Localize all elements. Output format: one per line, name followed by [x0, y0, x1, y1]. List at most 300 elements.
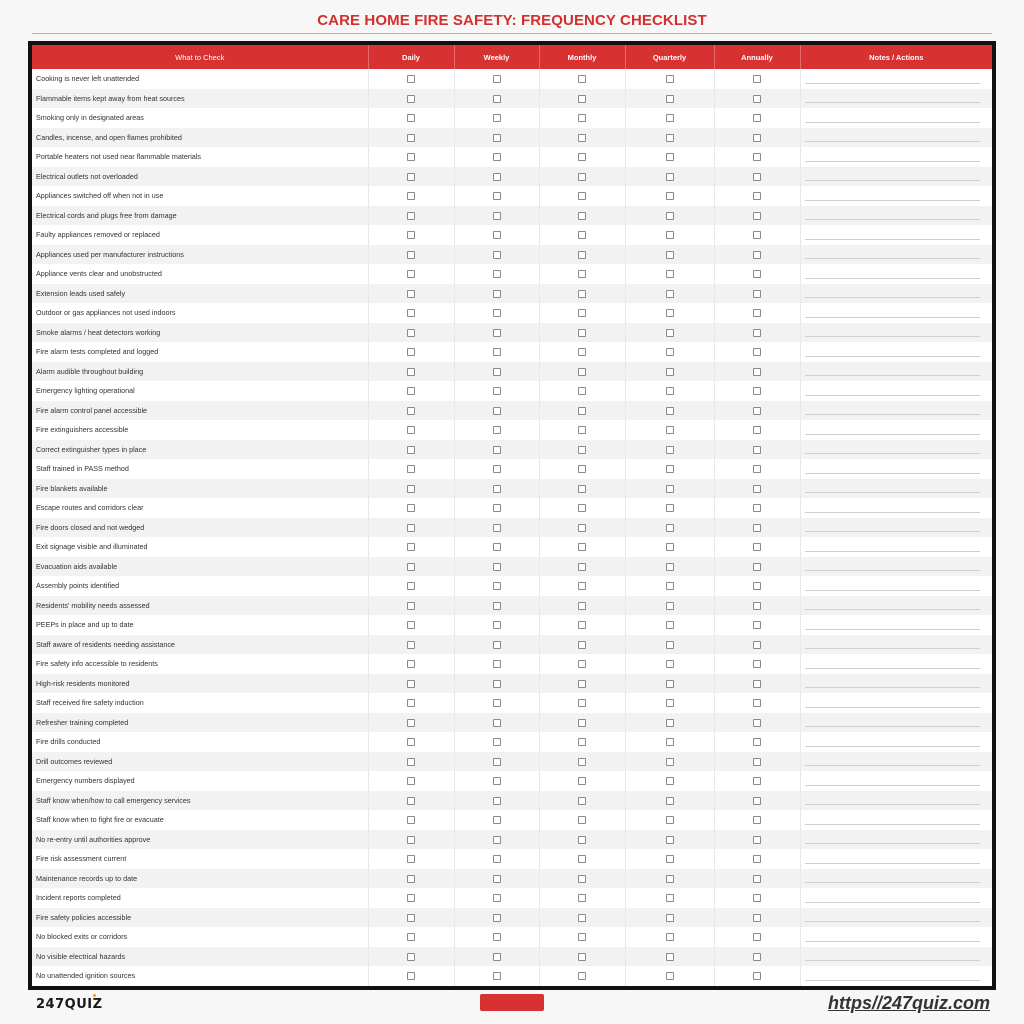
checkbox-annually[interactable] [753, 465, 761, 473]
checkbox-weekly[interactable] [493, 894, 501, 902]
checkbox-daily[interactable] [407, 309, 415, 317]
footer-url-link[interactable]: https//247quiz.com [827, 993, 990, 1013]
notes-cell[interactable] [800, 596, 992, 616]
notes-cell[interactable] [800, 206, 992, 226]
checkbox-quarterly[interactable] [666, 816, 674, 824]
checkbox-monthly[interactable] [578, 231, 586, 239]
checkbox-quarterly[interactable] [666, 563, 674, 571]
checkbox-quarterly[interactable] [666, 407, 674, 415]
checkbox-monthly[interactable] [578, 270, 586, 278]
checkbox-quarterly[interactable] [666, 212, 674, 220]
checkbox-quarterly[interactable] [666, 602, 674, 610]
checkbox-weekly[interactable] [493, 95, 501, 103]
checkbox-monthly[interactable] [578, 953, 586, 961]
cell-daily [368, 128, 454, 148]
checkbox-weekly[interactable] [493, 465, 501, 473]
cell-weekly [454, 576, 539, 596]
notes-cell[interactable] [800, 284, 992, 304]
checkbox-quarterly[interactable] [666, 231, 674, 239]
checkbox-weekly[interactable] [493, 602, 501, 610]
notes-cell[interactable] [800, 810, 992, 830]
checkbox-annually[interactable] [753, 972, 761, 980]
checkbox-monthly[interactable] [578, 465, 586, 473]
checkbox-quarterly[interactable] [666, 192, 674, 200]
notes-cell[interactable] [800, 713, 992, 733]
checkbox-weekly[interactable] [493, 446, 501, 454]
checkbox-monthly[interactable] [578, 621, 586, 629]
checkbox-annually[interactable] [753, 836, 761, 844]
checkbox-annually[interactable] [753, 738, 761, 746]
notes-cell[interactable] [800, 440, 992, 460]
checkbox-weekly[interactable] [493, 855, 501, 863]
notes-cell[interactable] [800, 635, 992, 655]
checkbox-monthly[interactable] [578, 153, 586, 161]
notes-cell[interactable] [800, 771, 992, 791]
notes-cell[interactable] [800, 401, 992, 421]
checkbox-quarterly[interactable] [666, 387, 674, 395]
checkbox-daily[interactable] [407, 465, 415, 473]
checkbox-quarterly[interactable] [666, 251, 674, 259]
checkbox-weekly[interactable] [493, 660, 501, 668]
checkbox-weekly[interactable] [493, 192, 501, 200]
checkbox-daily[interactable] [407, 329, 415, 337]
notes-cell[interactable] [800, 498, 992, 518]
notes-cell[interactable] [800, 732, 992, 752]
checkbox-quarterly[interactable] [666, 582, 674, 590]
checkbox-quarterly[interactable] [666, 914, 674, 922]
checkbox-annually[interactable] [753, 816, 761, 824]
checkbox-weekly[interactable] [493, 797, 501, 805]
checkbox-annually[interactable] [753, 329, 761, 337]
checkbox-daily[interactable] [407, 933, 415, 941]
checkbox-annually[interactable] [753, 75, 761, 83]
checkbox-weekly[interactable] [493, 290, 501, 298]
notes-cell[interactable] [800, 323, 992, 343]
checkbox-daily[interactable] [407, 231, 415, 239]
checkbox-annually[interactable] [753, 504, 761, 512]
checkbox-annually[interactable] [753, 680, 761, 688]
checkbox-daily[interactable] [407, 641, 415, 649]
checkbox-monthly[interactable] [578, 816, 586, 824]
checkbox-daily[interactable] [407, 855, 415, 863]
checkbox-weekly[interactable] [493, 836, 501, 844]
checkbox-annually[interactable] [753, 270, 761, 278]
notes-cell[interactable] [800, 615, 992, 635]
checkbox-weekly[interactable] [493, 563, 501, 571]
checkbox-monthly[interactable] [578, 719, 586, 727]
checkbox-quarterly[interactable] [666, 173, 674, 181]
checkbox-monthly[interactable] [578, 192, 586, 200]
checkbox-annually[interactable] [753, 407, 761, 415]
checkbox-monthly[interactable] [578, 212, 586, 220]
checkbox-weekly[interactable] [493, 75, 501, 83]
checkbox-weekly[interactable] [493, 758, 501, 766]
checkbox-quarterly[interactable] [666, 309, 674, 317]
checkbox-daily[interactable] [407, 485, 415, 493]
checkbox-monthly[interactable] [578, 114, 586, 122]
checkbox-quarterly[interactable] [666, 485, 674, 493]
checkbox-quarterly[interactable] [666, 933, 674, 941]
checkbox-weekly[interactable] [493, 641, 501, 649]
checkbox-daily[interactable] [407, 426, 415, 434]
checkbox-annually[interactable] [753, 797, 761, 805]
checkbox-daily[interactable] [407, 290, 415, 298]
checkbox-quarterly[interactable] [666, 797, 674, 805]
checkbox-monthly[interactable] [578, 251, 586, 259]
checkbox-annually[interactable] [753, 894, 761, 902]
checkbox-quarterly[interactable] [666, 446, 674, 454]
checkbox-annually[interactable] [753, 621, 761, 629]
checkbox-annually[interactable] [753, 524, 761, 532]
checkbox-monthly[interactable] [578, 368, 586, 376]
checkbox-quarterly[interactable] [666, 855, 674, 863]
checkbox-quarterly[interactable] [666, 465, 674, 473]
checkbox-annually[interactable] [753, 173, 761, 181]
checkbox-daily[interactable] [407, 699, 415, 707]
notes-cell[interactable] [800, 225, 992, 245]
checkbox-monthly[interactable] [578, 933, 586, 941]
checkbox-daily[interactable] [407, 914, 415, 922]
cell-monthly [539, 245, 625, 265]
checkbox-annually[interactable] [753, 875, 761, 883]
checkbox-weekly[interactable] [493, 212, 501, 220]
checkbox-annually[interactable] [753, 290, 761, 298]
checkbox-weekly[interactable] [493, 387, 501, 395]
checkbox-weekly[interactable] [493, 914, 501, 922]
checkbox-quarterly[interactable] [666, 621, 674, 629]
checkbox-quarterly[interactable] [666, 504, 674, 512]
checkbox-weekly[interactable] [493, 368, 501, 376]
checkbox-monthly[interactable] [578, 426, 586, 434]
checkbox-monthly[interactable] [578, 894, 586, 902]
checkbox-daily[interactable] [407, 738, 415, 746]
checkbox-daily[interactable] [407, 524, 415, 532]
checkbox-daily[interactable] [407, 114, 415, 122]
checkbox-quarterly[interactable] [666, 368, 674, 376]
checkbox-monthly[interactable] [578, 446, 586, 454]
notes-cell[interactable] [800, 167, 992, 187]
checkbox-monthly[interactable] [578, 543, 586, 551]
checkbox-quarterly[interactable] [666, 836, 674, 844]
checkbox-annually[interactable] [753, 933, 761, 941]
checkbox-quarterly[interactable] [666, 972, 674, 980]
checkbox-monthly[interactable] [578, 777, 586, 785]
notes-cell[interactable] [800, 342, 992, 362]
checkbox-daily[interactable] [407, 953, 415, 961]
notes-cell[interactable] [800, 888, 992, 908]
cell-annually [714, 674, 800, 694]
notes-cell[interactable] [800, 791, 992, 811]
checkbox-daily[interactable] [407, 836, 415, 844]
checkbox-annually[interactable] [753, 758, 761, 766]
notes-cell[interactable] [800, 459, 992, 479]
checkbox-quarterly[interactable] [666, 719, 674, 727]
checkbox-monthly[interactable] [578, 797, 586, 805]
cell-quarterly [625, 362, 714, 382]
notes-cell[interactable] [800, 381, 992, 401]
checkbox-monthly[interactable] [578, 563, 586, 571]
checkbox-daily[interactable] [407, 75, 415, 83]
checkbox-quarterly[interactable] [666, 270, 674, 278]
checkbox-daily[interactable] [407, 173, 415, 181]
checkbox-annually[interactable] [753, 855, 761, 863]
checkbox-annually[interactable] [753, 660, 761, 668]
checkbox-monthly[interactable] [578, 875, 586, 883]
checkbox-quarterly[interactable] [666, 134, 674, 142]
checkbox-daily[interactable] [407, 407, 415, 415]
checkbox-daily[interactable] [407, 348, 415, 356]
checkbox-daily[interactable] [407, 602, 415, 610]
notes-cell[interactable] [800, 927, 992, 947]
checkbox-daily[interactable] [407, 777, 415, 785]
notes-cell[interactable] [800, 947, 992, 967]
checkbox-annually[interactable] [753, 543, 761, 551]
checkbox-monthly[interactable] [578, 836, 586, 844]
checkbox-weekly[interactable] [493, 816, 501, 824]
checkbox-annually[interactable] [753, 387, 761, 395]
checkbox-daily[interactable] [407, 95, 415, 103]
checkbox-annually[interactable] [753, 953, 761, 961]
checkbox-quarterly[interactable] [666, 660, 674, 668]
checkbox-weekly[interactable] [493, 738, 501, 746]
notes-cell[interactable] [800, 830, 992, 850]
checkbox-daily[interactable] [407, 543, 415, 551]
checkbox-quarterly[interactable] [666, 699, 674, 707]
checkbox-annually[interactable] [753, 914, 761, 922]
checkbox-weekly[interactable] [493, 933, 501, 941]
checkbox-monthly[interactable] [578, 914, 586, 922]
checkbox-quarterly[interactable] [666, 758, 674, 766]
cell-weekly [454, 888, 539, 908]
checkbox-weekly[interactable] [493, 309, 501, 317]
checkbox-annually[interactable] [753, 192, 761, 200]
checkbox-quarterly[interactable] [666, 680, 674, 688]
checkbox-daily[interactable] [407, 797, 415, 805]
checkbox-annually[interactable] [753, 719, 761, 727]
checkbox-daily[interactable] [407, 680, 415, 688]
checkbox-monthly[interactable] [578, 485, 586, 493]
checkbox-quarterly[interactable] [666, 153, 674, 161]
notes-cell[interactable] [800, 674, 992, 694]
checkbox-weekly[interactable] [493, 524, 501, 532]
checkbox-weekly[interactable] [493, 231, 501, 239]
notes-cell[interactable] [800, 908, 992, 928]
checkbox-annually[interactable] [753, 777, 761, 785]
checkbox-annually[interactable] [753, 153, 761, 161]
checkbox-monthly[interactable] [578, 699, 586, 707]
cell-quarterly [625, 908, 714, 928]
checkbox-monthly[interactable] [578, 738, 586, 746]
checkbox-annually[interactable] [753, 309, 761, 317]
checkbox-monthly[interactable] [578, 329, 586, 337]
checkbox-quarterly[interactable] [666, 95, 674, 103]
table-row [32, 830, 992, 850]
checkbox-monthly[interactable] [578, 348, 586, 356]
checkbox-daily[interactable] [407, 563, 415, 571]
notes-cell[interactable] [800, 693, 992, 713]
checkbox-monthly[interactable] [578, 641, 586, 649]
checkbox-daily[interactable] [407, 816, 415, 824]
checkbox-weekly[interactable] [493, 485, 501, 493]
table-row [32, 849, 992, 869]
checkbox-quarterly[interactable] [666, 426, 674, 434]
cell-monthly [539, 635, 625, 655]
notes-cell[interactable] [800, 849, 992, 869]
checkbox-weekly[interactable] [493, 543, 501, 551]
checkbox-monthly[interactable] [578, 134, 586, 142]
checkbox-quarterly[interactable] [666, 894, 674, 902]
checkbox-quarterly[interactable] [666, 953, 674, 961]
notes-cell[interactable] [800, 264, 992, 284]
notes-cell[interactable] [800, 752, 992, 772]
checkbox-annually[interactable] [753, 95, 761, 103]
checkbox-daily[interactable] [407, 446, 415, 454]
checkbox-annually[interactable] [753, 563, 761, 571]
checkbox-quarterly[interactable] [666, 114, 674, 122]
checkbox-daily[interactable] [407, 758, 415, 766]
checkbox-daily[interactable] [407, 212, 415, 220]
checkbox-daily[interactable] [407, 368, 415, 376]
checkbox-weekly[interactable] [493, 426, 501, 434]
checkbox-daily[interactable] [407, 719, 415, 727]
checkbox-weekly[interactable] [493, 270, 501, 278]
checkbox-quarterly[interactable] [666, 290, 674, 298]
checkbox-monthly[interactable] [578, 173, 586, 181]
checkbox-weekly[interactable] [493, 504, 501, 512]
checkbox-daily[interactable] [407, 875, 415, 883]
checkbox-annually[interactable] [753, 602, 761, 610]
checkbox-monthly[interactable] [578, 290, 586, 298]
cell-weekly [454, 284, 539, 304]
checkbox-weekly[interactable] [493, 251, 501, 259]
checkbox-daily[interactable] [407, 621, 415, 629]
table-row [32, 420, 992, 440]
checkbox-annually[interactable] [753, 485, 761, 493]
cell-monthly [539, 693, 625, 713]
notes-cell[interactable] [800, 557, 992, 577]
checkbox-monthly[interactable] [578, 602, 586, 610]
checkbox-quarterly[interactable] [666, 75, 674, 83]
notes-cell[interactable] [800, 303, 992, 323]
checkbox-weekly[interactable] [493, 407, 501, 415]
notes-cell[interactable] [800, 654, 992, 674]
checkbox-quarterly[interactable] [666, 875, 674, 883]
checkbox-annually[interactable] [753, 368, 761, 376]
checkbox-monthly[interactable] [578, 504, 586, 512]
checkbox-quarterly[interactable] [666, 777, 674, 785]
checkbox-annually[interactable] [753, 641, 761, 649]
checkbox-quarterly[interactable] [666, 738, 674, 746]
checkbox-daily[interactable] [407, 134, 415, 142]
notes-line [805, 785, 981, 786]
notes-cell[interactable] [800, 89, 992, 109]
checkbox-quarterly[interactable] [666, 524, 674, 532]
notes-cell[interactable] [800, 128, 992, 148]
notes-cell[interactable] [800, 537, 992, 557]
checkbox-monthly[interactable] [578, 972, 586, 980]
notes-cell[interactable] [800, 966, 992, 986]
checkbox-weekly[interactable] [493, 114, 501, 122]
notes-cell[interactable] [800, 186, 992, 206]
checkbox-weekly[interactable] [493, 972, 501, 980]
checkbox-annually[interactable] [753, 251, 761, 259]
checkbox-monthly[interactable] [578, 95, 586, 103]
checkbox-annually[interactable] [753, 446, 761, 454]
checkbox-monthly[interactable] [578, 407, 586, 415]
checkbox-weekly[interactable] [493, 719, 501, 727]
checkbox-daily[interactable] [407, 153, 415, 161]
checkbox-annually[interactable] [753, 348, 761, 356]
checkbox-daily[interactable] [407, 972, 415, 980]
checkbox-weekly[interactable] [493, 173, 501, 181]
checkbox-daily[interactable] [407, 660, 415, 668]
notes-cell[interactable] [800, 869, 992, 889]
checkbox-monthly[interactable] [578, 524, 586, 532]
checkbox-annually[interactable] [753, 114, 761, 122]
notes-cell[interactable] [800, 518, 992, 538]
checkbox-weekly[interactable] [493, 875, 501, 883]
checkbox-monthly[interactable] [578, 758, 586, 766]
checkbox-annually[interactable] [753, 426, 761, 434]
notes-cell[interactable] [800, 245, 992, 265]
checkbox-annually[interactable] [753, 134, 761, 142]
checkbox-annually[interactable] [753, 212, 761, 220]
checkbox-daily[interactable] [407, 894, 415, 902]
checkbox-quarterly[interactable] [666, 641, 674, 649]
checkbox-monthly[interactable] [578, 387, 586, 395]
notes-cell[interactable] [800, 576, 992, 596]
checkbox-weekly[interactable] [493, 777, 501, 785]
checkbox-weekly[interactable] [493, 699, 501, 707]
notes-cell[interactable] [800, 420, 992, 440]
checkbox-quarterly[interactable] [666, 329, 674, 337]
table-row [32, 108, 992, 128]
checkbox-weekly[interactable] [493, 582, 501, 590]
checkbox-daily[interactable] [407, 270, 415, 278]
checkbox-daily[interactable] [407, 251, 415, 259]
checkbox-monthly[interactable] [578, 660, 586, 668]
notes-cell[interactable] [800, 362, 992, 382]
notes-cell[interactable] [800, 147, 992, 167]
checkbox-annually[interactable] [753, 582, 761, 590]
checkbox-weekly[interactable] [493, 134, 501, 142]
checkbox-daily[interactable] [407, 192, 415, 200]
checkbox-annually[interactable] [753, 699, 761, 707]
table-row [32, 752, 992, 772]
checkbox-monthly[interactable] [578, 75, 586, 83]
checkbox-weekly[interactable] [493, 953, 501, 961]
checkbox-weekly[interactable] [493, 153, 501, 161]
checkbox-weekly[interactable] [493, 329, 501, 337]
checkbox-daily[interactable] [407, 582, 415, 590]
notes-cell[interactable] [800, 69, 992, 89]
checkbox-monthly[interactable] [578, 582, 586, 590]
checkbox-daily[interactable] [407, 387, 415, 395]
checkbox-weekly[interactable] [493, 348, 501, 356]
checkbox-monthly[interactable] [578, 855, 586, 863]
checkbox-daily[interactable] [407, 504, 415, 512]
notes-cell[interactable] [800, 479, 992, 499]
checkbox-monthly[interactable] [578, 309, 586, 317]
checkbox-quarterly[interactable] [666, 543, 674, 551]
checkbox-weekly[interactable] [493, 680, 501, 688]
checkbox-weekly[interactable] [493, 621, 501, 629]
checkbox-monthly[interactable] [578, 680, 586, 688]
notes-cell[interactable] [800, 108, 992, 128]
cell-quarterly [625, 147, 714, 167]
checkbox-annually[interactable] [753, 231, 761, 239]
checkbox-quarterly[interactable] [666, 348, 674, 356]
